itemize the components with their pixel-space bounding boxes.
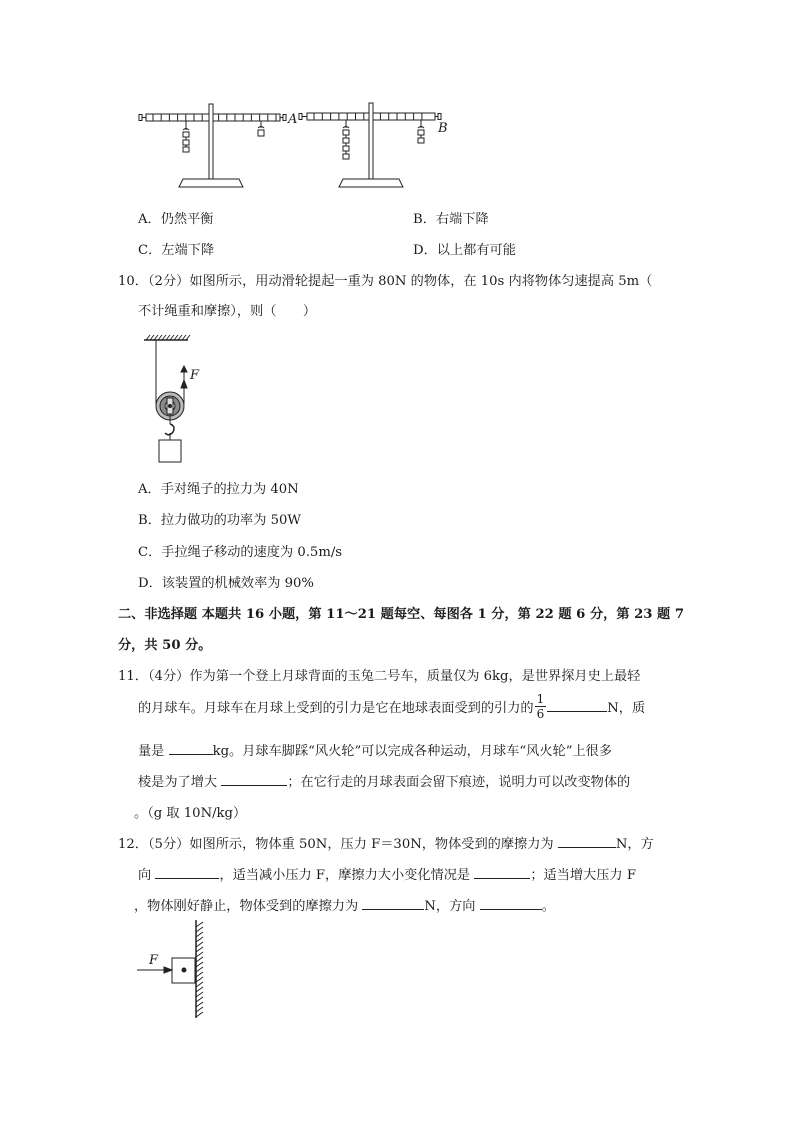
wall-hatch — [196, 992, 203, 997]
wall-hatch — [196, 982, 203, 987]
wall-hatch — [196, 1002, 203, 1007]
pulley-force-label: F — [190, 368, 200, 383]
wall-hatch — [196, 1007, 203, 1012]
lever-b-label: B — [438, 121, 448, 136]
q12-line2-mid: ，适当减小压力 F，摩擦力大小变化情况是 — [219, 868, 475, 883]
wall-hatch — [196, 957, 203, 962]
wall-hatch — [196, 977, 203, 982]
q10-stem-line1: 10．（2分）如图所示，用动滑轮提起一重为 80N 的物体，在 10s 内将物体匀速提高 5m（ — [118, 274, 653, 289]
wall-force-label: F — [149, 953, 159, 968]
q12-line2-rest: ；适当增大压力 F — [530, 868, 636, 883]
wall-hatch — [196, 962, 203, 967]
q9-option-c: C．左端下降 — [138, 243, 215, 258]
wall-hatch — [196, 997, 203, 1002]
wall-hatch — [196, 927, 203, 932]
wall-hatch — [196, 967, 203, 972]
q10-option-b: B．拉力做功的功率为 50W — [138, 513, 301, 528]
q10-option-a: A．手对绳子的拉力为 40N — [138, 482, 299, 497]
q11-line3-rest: kg。月球车脚踩“风火轮”可以完成各种运动，月球车“风火轮”上很多 — [212, 744, 613, 759]
section2-line2: 分，共 50 分。 — [118, 638, 212, 653]
q11-line1: 11．（4分）作为第一个登上月球背面的玉兔二号车，质量仅为 6kg，是世界探月史上最轻 — [118, 669, 641, 684]
q12-line1-unit: N，方 — [615, 837, 654, 852]
wall-hatch — [196, 972, 203, 977]
lever-a-label: A — [288, 112, 298, 127]
wall-hatch — [196, 947, 203, 952]
q11-line3-text: 量是 — [138, 744, 169, 759]
q12-line3-mid: N，方向 — [424, 899, 480, 914]
wall-hatch — [196, 942, 203, 947]
q11-line4-rest: ；在它行走的月球表面会留下痕迹，说明力可以改变物体的 — [287, 775, 631, 790]
wall-hatch — [196, 937, 203, 942]
wall-hatch — [196, 987, 203, 992]
q10-option-c: C．手拉绳子移动的速度为 0.5m/s — [138, 545, 343, 560]
q10-option-d: D．该装置的机械效率为 90% — [138, 576, 314, 591]
fraction-numerator: 1 — [536, 692, 545, 706]
fraction-denominator: 6 — [536, 707, 545, 721]
q9-option-b: B．右端下降 — [413, 212, 489, 227]
q11-line2-text: 的月球车。月球车在月球上受到的引力是它在地球表面受到的引力的 — [138, 701, 534, 716]
q11-line5: 。（g 取 10N/kg） — [134, 806, 247, 821]
q10-stem-line2: 不计绳重和摩擦），则（ ） — [138, 304, 317, 319]
section2-line1: 二、非选择题 本题共 16 小题，第 11～21 题每空、每图各 1 分，第 22 题 6 分，第 23 题 7 — [118, 607, 684, 622]
q12-line1-text: 12．（5分）如图所示，物体重 50N，压力 F＝30N，物体受到的摩擦力为 — [118, 837, 558, 852]
wall-hatch — [196, 1012, 203, 1017]
q11-line2-unit: N，质 — [607, 701, 646, 716]
q12-line3-end: 。 — [541, 899, 555, 914]
q11-line4-text: 棱是为了增大 — [138, 775, 222, 790]
q12-line2-text: 向 — [138, 868, 156, 883]
q9-option-a: A．仍然平衡 — [138, 212, 214, 227]
q9-option-d: D．以上都有可能 — [413, 243, 516, 258]
wall-hatch — [196, 922, 203, 927]
wall-hatch — [196, 932, 203, 937]
q12-line3-text: ，物体刚好静止，物体受到的摩擦力为 — [134, 899, 363, 914]
wall-hatch — [196, 952, 203, 957]
